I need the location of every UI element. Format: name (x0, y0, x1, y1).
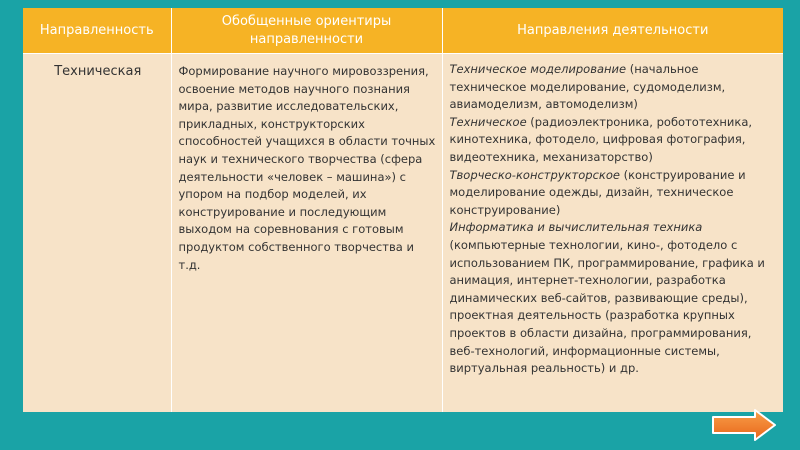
activity-text: (конструирование и моделирование одежды, дизайн, техническое конструирование) (449, 167, 746, 217)
activity-text: (начальное техническое моделирование, судомоделизм, авиамоделизм, автомоделизм) (449, 62, 726, 112)
activity-text: (компьютерные технологии, кино-, фотодело с использованием ПК, программирование, графика и анимация, интернет-технологии, разработка динамических веб-сайтов, развивающие среды), проектная деятельность (разработка крупных проектов в области дизайна, программирования, веб-технологий, информационные системы, виртуальная реальность) и др. (449, 237, 765, 376)
header-direction: Направленность (23, 8, 171, 54)
activity-title: Техническое (449, 114, 527, 129)
activity-title: Информатика и вычислительная техника (449, 220, 703, 235)
cell-guides: Формирование научного мировоззрения, освоение методов научного познания мира, развитие исследовательских, прикладных, конструкторских способностей учащихся в области точных наук и технического творчества (сфера деятельности «человек – машина») с упором на подбор моделей, их конструирование и последующим выходом на соревнования с готовым продуктом собственного творчества и т.д. (171, 54, 442, 413)
activity-entry (450, 114, 779, 167)
cell-activities (442, 54, 783, 413)
activity-entry (450, 167, 779, 220)
header-guides: Обобщенные ориентиры направленности (171, 8, 442, 54)
cell-type: Техническая (23, 54, 171, 413)
activity-entry (450, 219, 779, 377)
activity-title: Техническое моделирование (449, 62, 627, 76)
activity-entry (450, 61, 779, 114)
directions-table (23, 8, 783, 412)
arrow-right-icon (711, 408, 777, 442)
activity-title: Творческо-конструкторское (449, 167, 620, 182)
table-header-row (23, 8, 783, 54)
table-row (23, 54, 783, 413)
activity-text: (радиоэлектроника, робототехника, кинотехника, фотодело, цифровая фотография, видеотехника, механизаторство) (449, 114, 753, 164)
header-activities: Направления деятельности (442, 8, 783, 54)
next-slide-button[interactable] (711, 408, 777, 442)
